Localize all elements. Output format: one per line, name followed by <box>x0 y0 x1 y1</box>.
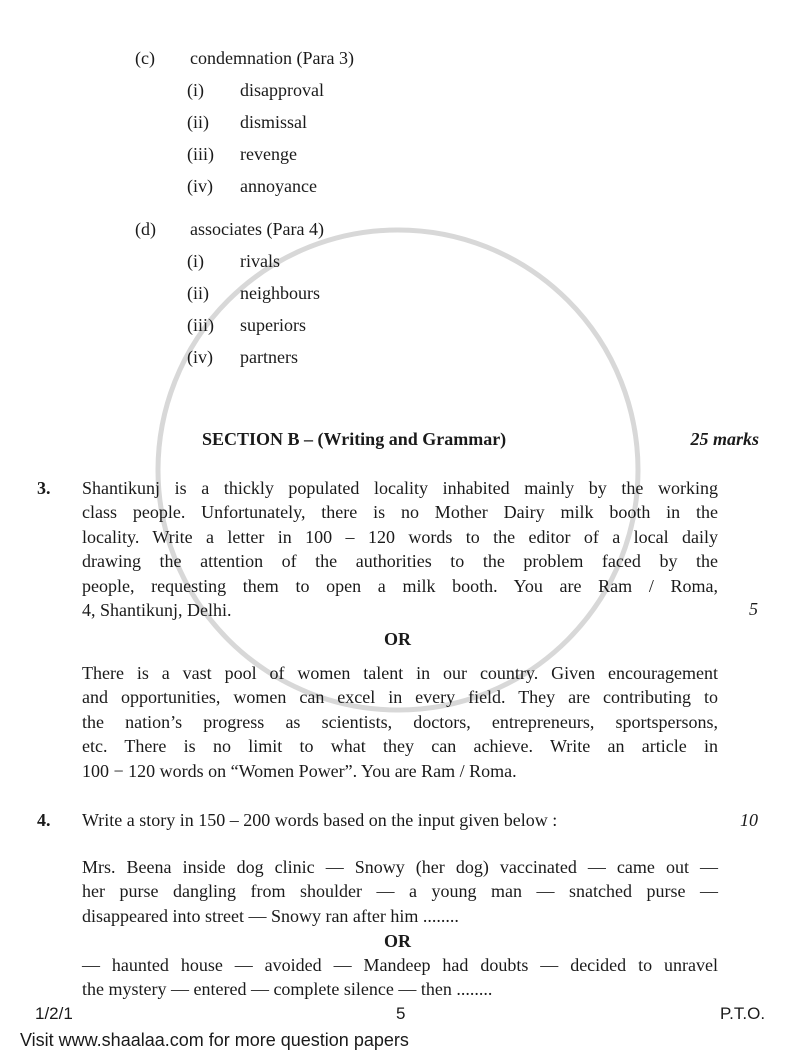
text-line: 100 − 120 words on “Women Power”. You are Ram / Roma. <box>82 760 517 781</box>
text-line: people, requesting them to open a milk booth. You are Ram / Roma, <box>82 575 718 596</box>
section-marks: 25 marks <box>690 429 759 449</box>
text-line: drawing the attention of the authorities to the problem faced by the <box>82 551 718 572</box>
text-line: the mystery — entered — complete silence — then ........ <box>82 979 493 1000</box>
option-text: dismissal <box>240 112 308 132</box>
option-text: annoyance <box>240 176 317 196</box>
text-line: etc. There is no limit to what they can achieve. Write an article in <box>82 736 718 757</box>
text-line: her purse dangling from shoulder — a young man — snatched purse — <box>82 881 718 902</box>
text-line: 4, Shantikunj, Delhi. <box>82 599 232 620</box>
part-word-c: condemnation (Para 3) <box>190 48 354 68</box>
text-line: and opportunities, women can excel in every field. They are contributing to <box>82 687 718 708</box>
text-line: Mrs. Beena inside dog clinic — Snowy (her dog) vaccinated — came out — <box>82 857 718 877</box>
option-text: rivals <box>240 251 280 271</box>
option-number: (ii) <box>187 283 209 303</box>
text-line: There is a vast pool of women talent in our country. Given encouragement <box>82 663 718 683</box>
section-heading: SECTION B – (Writing and Grammar) <box>202 429 507 449</box>
text-line: — haunted house — avoided — Mandeep had doubts — decided to unravel <box>82 955 718 975</box>
part-label-d: (d) <box>135 219 156 239</box>
option-number: (iv) <box>187 347 213 367</box>
option-number: (iv) <box>187 176 213 196</box>
question-3-marks: 5 <box>749 599 758 619</box>
question-4-marks: 10 <box>740 810 758 830</box>
text-line: locality. Write a letter in 100 – 120 words to the editor of a local daily <box>82 526 718 547</box>
option-text: partners <box>240 347 298 367</box>
option-number: (iii) <box>187 315 214 335</box>
option-text: disapproval <box>240 80 324 100</box>
text-line: the nation’s progress as scientists, doctors, entrepreneurs, sportspersons, <box>82 711 718 732</box>
question-number-4: 4. <box>37 810 51 830</box>
or-divider: OR <box>384 931 411 951</box>
question-3-text <box>82 476 718 622</box>
text-line: disappeared into street — Snowy ran after him ........ <box>82 905 459 926</box>
page-number: 5 <box>396 1004 406 1023</box>
text-line: class people. Unfortunately, there is no Mother Dairy milk booth in the <box>82 502 718 523</box>
or-divider: OR <box>384 629 411 649</box>
question-number-3: 3. <box>37 478 51 498</box>
option-text: superiors <box>240 315 306 335</box>
question-4-input <box>82 855 718 928</box>
option-number: (i) <box>187 251 204 271</box>
option-number: (ii) <box>187 112 209 132</box>
paper-code: 1/2/1 <box>35 1004 73 1023</box>
question-4-alternative-input <box>82 953 718 1002</box>
question-4-prompt: Write a story in 150 – 200 words based on the input given below : <box>82 810 558 830</box>
option-text: neighbours <box>240 283 320 303</box>
part-label-c: (c) <box>135 48 155 68</box>
option-text: revenge <box>240 144 297 164</box>
option-number: (iii) <box>187 144 214 164</box>
visit-link[interactable]: Visit www.shaalaa.com for more question papers <box>20 1030 409 1050</box>
option-number: (i) <box>187 80 204 100</box>
part-word-d: associates (Para 4) <box>190 219 324 239</box>
question-3-alternative-text <box>82 661 718 783</box>
text-line: Shantikunj is a thickly populated locality inhabited mainly by the working <box>82 478 718 498</box>
pto-label: P.T.O. <box>720 1004 766 1023</box>
